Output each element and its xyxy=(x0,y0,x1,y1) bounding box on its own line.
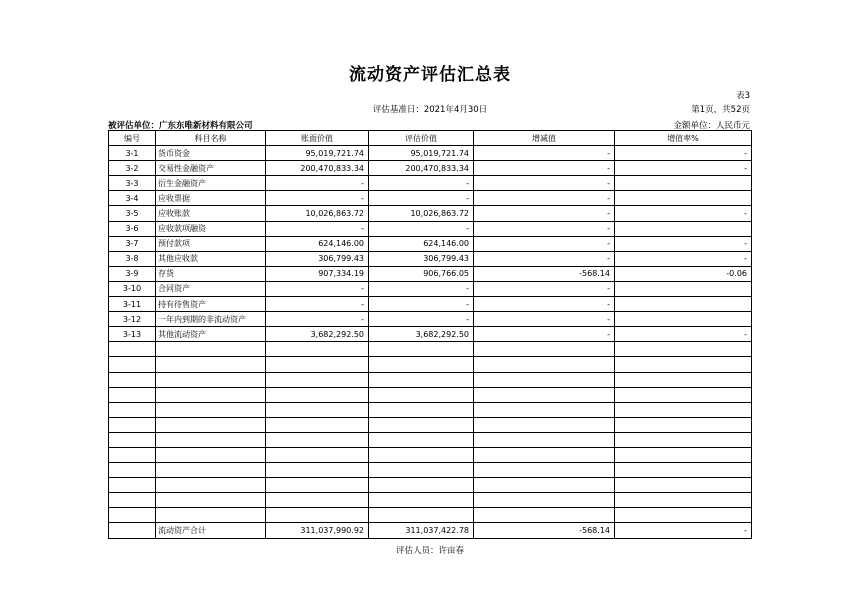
cell-appraised-value: - xyxy=(369,176,474,191)
cell-change xyxy=(474,417,615,432)
assessor: 评估人员：许亩春 xyxy=(395,546,464,556)
cell-book-value: 95,019,721.74 xyxy=(266,146,369,161)
cell-change: - xyxy=(474,312,615,327)
cell-change-rate xyxy=(615,463,752,478)
cell-book-value: 3,682,292.50 xyxy=(266,327,369,342)
cell-code xyxy=(109,342,156,357)
cell-appraised-value xyxy=(369,478,474,493)
cell-subject: 衍生金融资产 xyxy=(156,176,266,191)
cell-book-value xyxy=(266,463,369,478)
cell-book-value xyxy=(266,372,369,387)
cell-change xyxy=(474,463,615,478)
cell-change-rate: -0.06 xyxy=(615,266,752,281)
cell-appraised-value xyxy=(369,447,474,462)
cell-subject: 流动资产合计 xyxy=(156,523,266,539)
cell-subject: 持有待售资产 xyxy=(156,297,266,312)
cell-appraised-value xyxy=(369,432,474,447)
empty-row xyxy=(109,372,752,387)
cell-book-value xyxy=(266,508,369,523)
cell-subject xyxy=(156,508,266,523)
cell-subject xyxy=(156,357,266,372)
table-row xyxy=(109,251,752,266)
cell-change: - xyxy=(474,161,615,176)
cell-code: 3-5 xyxy=(109,206,156,221)
cell-subject xyxy=(156,493,266,508)
cell-change xyxy=(474,342,615,357)
cell-subject: 交易性金融资产 xyxy=(156,161,266,176)
cell-change xyxy=(474,493,615,508)
cell-book-value: 907,334.19 xyxy=(266,266,369,281)
cell-book-value: - xyxy=(266,176,369,191)
cell-subject: 一年内到期的非流动资产 xyxy=(156,312,266,327)
cell-change-rate xyxy=(615,372,752,387)
cell-book-value xyxy=(266,478,369,493)
cell-book-value xyxy=(266,417,369,432)
empty-row xyxy=(109,432,752,447)
cell-subject: 预付款项 xyxy=(156,236,266,251)
cell-subject: 货币资金 xyxy=(156,146,266,161)
cell-code xyxy=(109,447,156,462)
cell-change-rate xyxy=(615,402,752,417)
cell-book-value: - xyxy=(266,191,369,206)
header-appraised-value: 评估价值 xyxy=(369,131,474,146)
cell-change-rate xyxy=(615,493,752,508)
cell-book-value: 200,470,833.34 xyxy=(266,161,369,176)
cell-appraised-value xyxy=(369,357,474,372)
evaluated-unit: 被评估单位：广东东唯新材料有限公司 xyxy=(108,121,253,131)
cell-code xyxy=(109,508,156,523)
cell-change xyxy=(474,372,615,387)
cell-appraised-value: - xyxy=(369,191,474,206)
cell-book-value: 306,799.43 xyxy=(266,251,369,266)
table-row xyxy=(109,327,752,342)
cell-change-rate xyxy=(615,508,752,523)
cell-subject: 应收账款 xyxy=(156,206,266,221)
cell-code xyxy=(109,493,156,508)
table-row xyxy=(109,266,752,281)
cell-change-rate xyxy=(615,297,752,312)
cell-code xyxy=(109,432,156,447)
cell-code xyxy=(109,417,156,432)
cell-subject xyxy=(156,417,266,432)
header-change-rate: 增值率% xyxy=(615,131,752,146)
cell-appraised-value xyxy=(369,372,474,387)
table-number: 表3 xyxy=(736,91,750,101)
cell-subject: 应收票据 xyxy=(156,191,266,206)
cell-appraised-value: 10,026,863.72 xyxy=(369,206,474,221)
cell-appraised-value xyxy=(369,508,474,523)
cell-code xyxy=(109,402,156,417)
cell-appraised-value xyxy=(369,493,474,508)
cell-change xyxy=(474,387,615,402)
cell-change: - xyxy=(474,281,615,296)
empty-row xyxy=(109,342,752,357)
cell-appraised-value: - xyxy=(369,312,474,327)
cell-code: 3-9 xyxy=(109,266,156,281)
cell-book-value: 10,026,863.72 xyxy=(266,206,369,221)
cell-change: - xyxy=(474,176,615,191)
cell-change xyxy=(474,508,615,523)
cell-change-rate xyxy=(615,417,752,432)
empty-row xyxy=(109,493,752,508)
table-row xyxy=(109,221,752,236)
cell-subject xyxy=(156,463,266,478)
cell-code: 3-10 xyxy=(109,281,156,296)
cell-code: 3-12 xyxy=(109,312,156,327)
cell-change: - xyxy=(474,327,615,342)
cell-appraised-value xyxy=(369,463,474,478)
cell-appraised-value xyxy=(369,387,474,402)
cell-code: 3-6 xyxy=(109,221,156,236)
cell-appraised-value: 200,470,833.34 xyxy=(369,161,474,176)
cell-change-rate xyxy=(615,357,752,372)
empty-row xyxy=(109,447,752,462)
cell-change-rate: - xyxy=(615,523,752,539)
empty-row xyxy=(109,478,752,493)
cell-code: 3-3 xyxy=(109,176,156,191)
cell-change xyxy=(474,478,615,493)
cell-change xyxy=(474,357,615,372)
cell-change: - xyxy=(474,236,615,251)
header-row xyxy=(109,131,752,146)
cell-code: 3-8 xyxy=(109,251,156,266)
cell-change: - xyxy=(474,146,615,161)
cell-book-value xyxy=(266,357,369,372)
cell-change-rate xyxy=(615,221,752,236)
cell-book-value xyxy=(266,447,369,462)
table-row xyxy=(109,146,752,161)
cell-appraised-value: - xyxy=(369,297,474,312)
empty-row xyxy=(109,357,752,372)
currency-unit: 金额单位：人民币元 xyxy=(673,121,750,131)
empty-row xyxy=(109,417,752,432)
table-row xyxy=(109,176,752,191)
cell-book-value xyxy=(266,432,369,447)
cell-change: - xyxy=(474,191,615,206)
header-code: 编号 xyxy=(109,131,156,146)
cell-subject xyxy=(156,402,266,417)
header-book-value: 账面价值 xyxy=(266,131,369,146)
cell-appraised-value: 3,682,292.50 xyxy=(369,327,474,342)
cell-change-rate xyxy=(615,176,752,191)
cell-book-value: 311,037,990.92 xyxy=(266,523,369,539)
cell-change: -568.14 xyxy=(474,523,615,539)
cell-book-value xyxy=(266,342,369,357)
header-change: 增减值 xyxy=(474,131,615,146)
total-row xyxy=(109,523,752,539)
cell-book-value: - xyxy=(266,312,369,327)
cell-subject xyxy=(156,432,266,447)
cell-change-rate: - xyxy=(615,206,752,221)
cell-subject xyxy=(156,342,266,357)
cell-change xyxy=(474,432,615,447)
cell-subject xyxy=(156,387,266,402)
table-row xyxy=(109,281,752,296)
document-title: 流动资产评估汇总表 xyxy=(349,65,511,85)
cell-book-value: 624,146.00 xyxy=(266,236,369,251)
base-date: 评估基准日：2021年4月30日 xyxy=(372,105,488,115)
cell-appraised-value xyxy=(369,417,474,432)
table-row xyxy=(109,161,752,176)
cell-change-rate: - xyxy=(615,161,752,176)
cell-appraised-value xyxy=(369,342,474,357)
cell-book-value: - xyxy=(266,221,369,236)
cell-change-rate xyxy=(615,312,752,327)
cell-change-rate xyxy=(615,281,752,296)
cell-code xyxy=(109,387,156,402)
cell-code xyxy=(109,372,156,387)
cell-appraised-value: 906,766.05 xyxy=(369,266,474,281)
cell-appraised-value: 311,037,422.78 xyxy=(369,523,474,539)
empty-row xyxy=(109,387,752,402)
cell-appraised-value: 95,019,721.74 xyxy=(369,146,474,161)
cell-change: - xyxy=(474,221,615,236)
cell-book-value: - xyxy=(266,281,369,296)
cell-change-rate: - xyxy=(615,236,752,251)
cell-change: - xyxy=(474,251,615,266)
table-row xyxy=(109,236,752,251)
cell-change-rate: - xyxy=(615,146,752,161)
cell-subject: 应收款项融资 xyxy=(156,221,266,236)
cell-code: 3-2 xyxy=(109,161,156,176)
cell-subject: 其他应收款 xyxy=(156,251,266,266)
table-row xyxy=(109,297,752,312)
empty-row xyxy=(109,402,752,417)
cell-book-value xyxy=(266,402,369,417)
cell-code xyxy=(109,478,156,493)
cell-code xyxy=(109,357,156,372)
cell-code: 3-1 xyxy=(109,146,156,161)
cell-appraised-value: 306,799.43 xyxy=(369,251,474,266)
cell-appraised-value xyxy=(369,402,474,417)
empty-row xyxy=(109,508,752,523)
table-row xyxy=(109,312,752,327)
cell-book-value xyxy=(266,493,369,508)
cell-subject: 其他流动资产 xyxy=(156,327,266,342)
cell-change-rate xyxy=(615,432,752,447)
cell-appraised-value: - xyxy=(369,281,474,296)
cell-change-rate: - xyxy=(615,327,752,342)
summary-table xyxy=(108,130,752,539)
cell-change: - xyxy=(474,297,615,312)
cell-subject: 合同资产 xyxy=(156,281,266,296)
cell-code: 3-11 xyxy=(109,297,156,312)
cell-book-value: - xyxy=(266,297,369,312)
table-row xyxy=(109,191,752,206)
cell-subject: 存货 xyxy=(156,266,266,281)
cell-change-rate xyxy=(615,387,752,402)
cell-code: 3-7 xyxy=(109,236,156,251)
cell-change-rate xyxy=(615,191,752,206)
empty-row xyxy=(109,463,752,478)
cell-book-value xyxy=(266,387,369,402)
cell-code xyxy=(109,523,156,539)
cell-subject xyxy=(156,447,266,462)
page-info: 第1页，共52页 xyxy=(691,105,750,115)
cell-code: 3-4 xyxy=(109,191,156,206)
cell-appraised-value: - xyxy=(369,221,474,236)
cell-change-rate xyxy=(615,342,752,357)
cell-subject xyxy=(156,372,266,387)
cell-change-rate: - xyxy=(615,251,752,266)
cell-change xyxy=(474,402,615,417)
header-subject: 科目名称 xyxy=(156,131,266,146)
cell-change: - xyxy=(474,206,615,221)
cell-subject xyxy=(156,478,266,493)
cell-change-rate xyxy=(615,478,752,493)
cell-change: -568.14 xyxy=(474,266,615,281)
table-row xyxy=(109,206,752,221)
cell-code xyxy=(109,463,156,478)
cell-appraised-value: 624,146.00 xyxy=(369,236,474,251)
cell-change-rate xyxy=(615,447,752,462)
cell-change xyxy=(474,447,615,462)
cell-code: 3-13 xyxy=(109,327,156,342)
